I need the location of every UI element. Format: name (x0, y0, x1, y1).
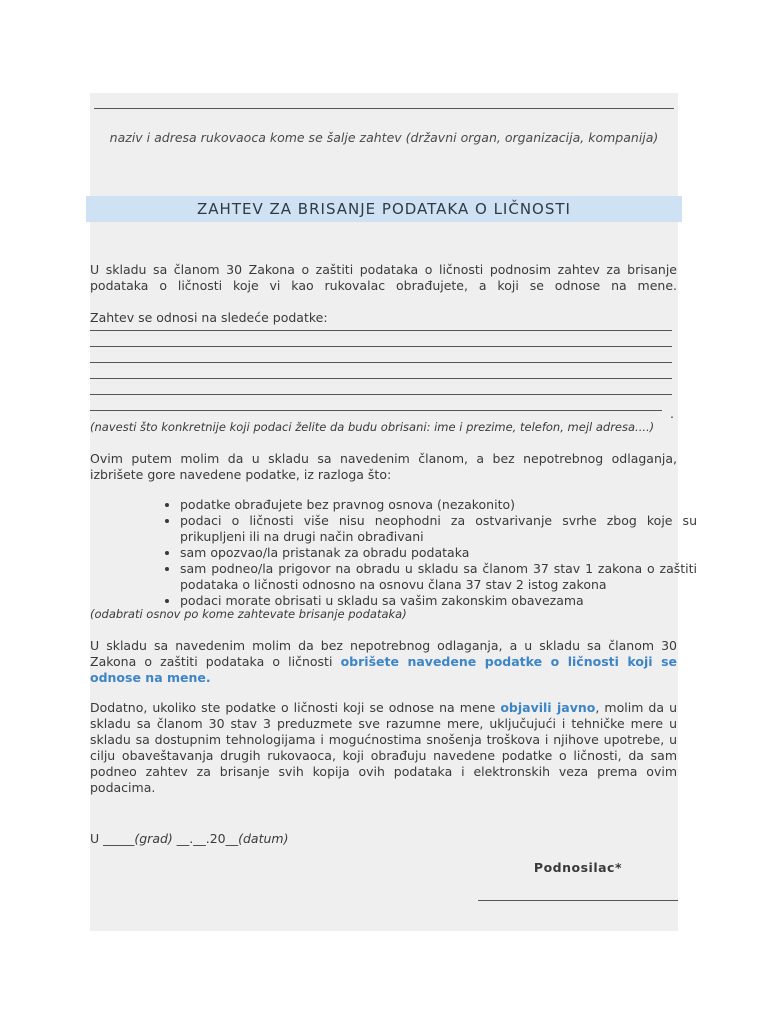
reason-item: • podaci o ličnosti više nisu neophodni za ostvarivanje svrhe zbog koje su prikupljeni ili na drugi način obrađivani (180, 513, 697, 545)
reasons-hint: (odabrati osnov po kome zahtevate brisanje podataka) (90, 607, 407, 621)
date-hint: (datum) (238, 831, 289, 846)
document-page (90, 93, 697, 931)
request-text: U skladu sa navedenim molim da bez nepotrebnog odlaganja, a u skladu sa članom 30 Zakona o zaštiti podataka o ličnosti (90, 638, 677, 669)
request-paragraph (90, 638, 677, 686)
data-blank-lines (90, 330, 678, 426)
place-date-line (90, 831, 288, 846)
blank-line (90, 410, 662, 411)
reason-item: • podaci morate obrisati u skladu sa vašim zakonskim obavezama (180, 593, 697, 609)
city-hint: (grad) (134, 831, 173, 846)
blank-line (90, 394, 672, 395)
blank-line (90, 378, 672, 379)
public-text-after: , molim da u skladu sa članom 30 stav 3 preduzmete sve razumne mere, uključujući i tehničke mere u skladu sa dostupnim tehnologijama i mogućnostima snošenja troškova i njihove upotrebe, u cilju obaveštavanja drugih rukovaoca, koji obrađuju navedene podatke o ličnosti, da sam podneo zahtev za brisanje svih kopija ovih podataka i elektronskih veza prema ovim podacima. (90, 700, 678, 795)
blank-line (90, 346, 672, 347)
date-blanks: __.__.20__ (172, 831, 239, 846)
recipient-blank-line (94, 108, 674, 109)
recipient-caption: naziv i adresa rukovaoca kome se šalje zahtev (državni organ, organizacija, kompanija) (109, 130, 659, 145)
place-prefix: U _____ (90, 831, 135, 846)
public-text-before: Dodatno, ukoliko ste podatke o ličnosti koji se odnose na mene (90, 700, 501, 715)
blank-line (90, 362, 672, 363)
signer-label: Podnosilac* (533, 860, 622, 875)
blank-line (90, 330, 672, 331)
reason-item: • sam opozvao/la pristanak za obradu podataka (180, 545, 697, 561)
intro-text: U skladu sa članom 30 Zakona o zaštiti podataka o ličnosti podnosim zahtev za brisanje podataka o ličnosti koje vi kao rukovalac obrađujete, a koji se odnose na mene. (90, 262, 677, 293)
public-highlight: objavili javno (500, 700, 596, 715)
reason-item: • sam podneo/la prigovor na obradu u skladu sa članom 37 stav 1 zakona o zaštiti podataka o ličnosti odnosno na osnovu člana 37 stav 2 istog zakona (180, 561, 697, 593)
document-title: ZAHTEV ZA BRISANJE PODATAKA O LIČNOSTI (86, 196, 682, 222)
data-request-label: Zahtev se odnosi na sledeće podatke: (90, 310, 328, 325)
reason-intro-paragraph: Ovim putem molim da u skladu sa navedenim članom, a bez nepotrebnog odlaganja, izbrišete gore navedene podatke, iz razloga što: (90, 451, 677, 482)
public-paragraph (90, 700, 677, 796)
trailing-mark: . (670, 406, 674, 421)
request-highlight: obrišete navedene podatke o ličnosti koji se odnose na mene. (90, 654, 678, 685)
data-request-hint: (navesti što konkretnije koji podaci želite da budu obrisani: ime i prezime, telefon, mejl adresa....) (90, 420, 655, 434)
signature-line (478, 900, 678, 901)
reason-item: • podatke obrađujete bez pravnog osnova (nezakonito) (180, 497, 697, 513)
intro-paragraph (90, 262, 677, 294)
reasons-list (160, 497, 697, 609)
